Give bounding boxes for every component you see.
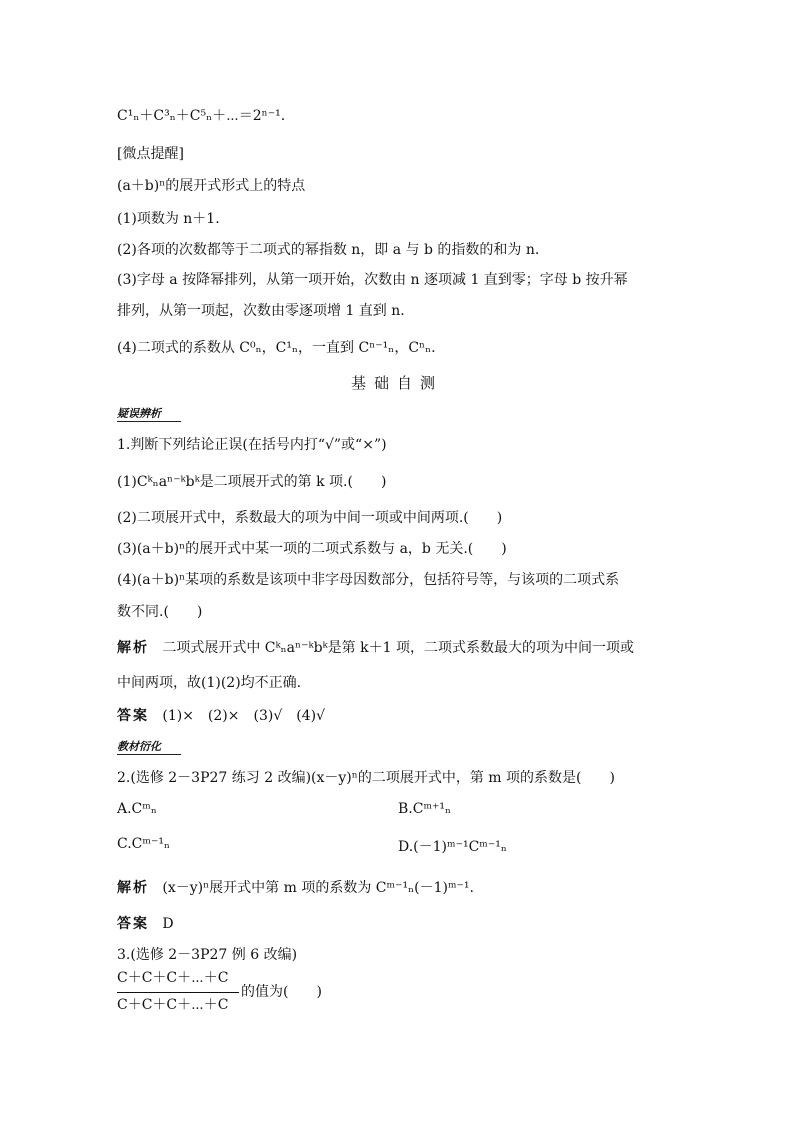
question-1: 1.判断下列结论正误(在括号内打“√”或“×”) bbox=[117, 437, 387, 453]
tip-item-3: (3)字母 a 按降幂排列，从第一项开始，次数由 n 逐项减 1 直到零；字母 b 按升幂 bbox=[117, 272, 628, 288]
answer-label: 答案 bbox=[117, 708, 149, 724]
answer-text: (1)× (2)× (3)√ (4)√ bbox=[162, 708, 325, 724]
question-3-tail: 的值为( ) bbox=[241, 984, 322, 1000]
question-1-item-3: (3)(a＋b)ⁿ的展开式中某一项的二项式系数与 a，b 无关.( ) bbox=[117, 541, 507, 557]
tip-heading: [微点提醒] bbox=[117, 146, 184, 162]
section-tag: 教材衍化 bbox=[117, 740, 161, 753]
fraction-denominator: C＋C＋C＋⋯＋C bbox=[117, 997, 229, 1013]
analysis-1 bbox=[117, 638, 634, 658]
tip-item-1: (1)项数为 n＋1. bbox=[117, 211, 220, 227]
section-heading: 基础自测 bbox=[350, 374, 443, 392]
answer-label: 答案 bbox=[117, 916, 149, 932]
tag-underline bbox=[117, 421, 181, 422]
option-b: B.Cᵐ⁺¹ₙ bbox=[398, 801, 452, 817]
answer-2 bbox=[117, 914, 174, 934]
option-c: C.Cᵐ⁻¹ₙ bbox=[117, 836, 171, 852]
question-1-item-2: (2)二项展开式中，系数最大的项为中间一项或中间两项.( ) bbox=[117, 510, 503, 526]
analysis-2 bbox=[117, 878, 474, 898]
question-3: 3.(选修 2－3P27 例 6 改编) bbox=[117, 947, 298, 963]
tip-line: (a＋b)ⁿ的展开式形式上的特点 bbox=[117, 178, 306, 194]
analysis-text: (x－y)ⁿ展开式中第 m 项的系数为 Cᵐ⁻¹ₙ(－1)ᵐ⁻¹. bbox=[162, 880, 474, 896]
question-1-item-4-cont: 数不同.( ) bbox=[117, 604, 203, 620]
question-2: 2.(选修 2－3P27 练习 2 改编)(x－y)ⁿ的二项展开式中，第 m 项的系数是( ) bbox=[117, 770, 615, 786]
option-a: A.Cᵐₙ bbox=[117, 801, 157, 817]
tip-item-3-cont: 排列，从第一项起，次数由零逐项增 1 直到 n. bbox=[117, 303, 405, 319]
answer-text: D bbox=[162, 916, 174, 932]
section-tag: 疑误辨析 bbox=[117, 407, 161, 420]
tag-underline bbox=[117, 754, 181, 755]
analysis-label: 解析 bbox=[117, 640, 149, 656]
question-1-item-1: (1)Cᵏₙaⁿ⁻ᵏbᵏ是二项展开式的第 k 项.( ) bbox=[117, 474, 387, 490]
question-1-item-4: (4)(a＋b)ⁿ某项的系数是该项中非字母因数部分，包括符号等，与该项的二项式系 bbox=[117, 572, 620, 588]
tip-item-2: (2)各项的次数都等于二项式的幂指数 n，即 a 与 b 的指数的和为 n. bbox=[117, 242, 540, 258]
fraction-numerator: C＋C＋C＋⋯＋C bbox=[117, 970, 229, 986]
option-d: D.(－1)ᵐ⁻¹Cᵐ⁻¹ₙ bbox=[398, 839, 507, 855]
answer-1 bbox=[117, 706, 325, 726]
formula-line: C¹ₙ＋C³ₙ＋C⁵ₙ＋⋯＝2ⁿ⁻¹. bbox=[117, 108, 286, 124]
analysis-text: 二项式展开式中 Cᵏₙaⁿ⁻ᵏbᵏ是第 k＋1 项，二项式系数最大的项为中间一项或 bbox=[162, 640, 634, 656]
tip-item-4: (4)二项式的系数从 C⁰ₙ，C¹ₙ，一直到 Cⁿ⁻¹ₙ，Cⁿₙ. bbox=[117, 340, 436, 356]
analysis-label: 解析 bbox=[117, 880, 149, 896]
analysis-1-cont: 中间两项，故(1)(2)均不正确. bbox=[117, 675, 302, 691]
fraction-bar bbox=[117, 992, 239, 993]
